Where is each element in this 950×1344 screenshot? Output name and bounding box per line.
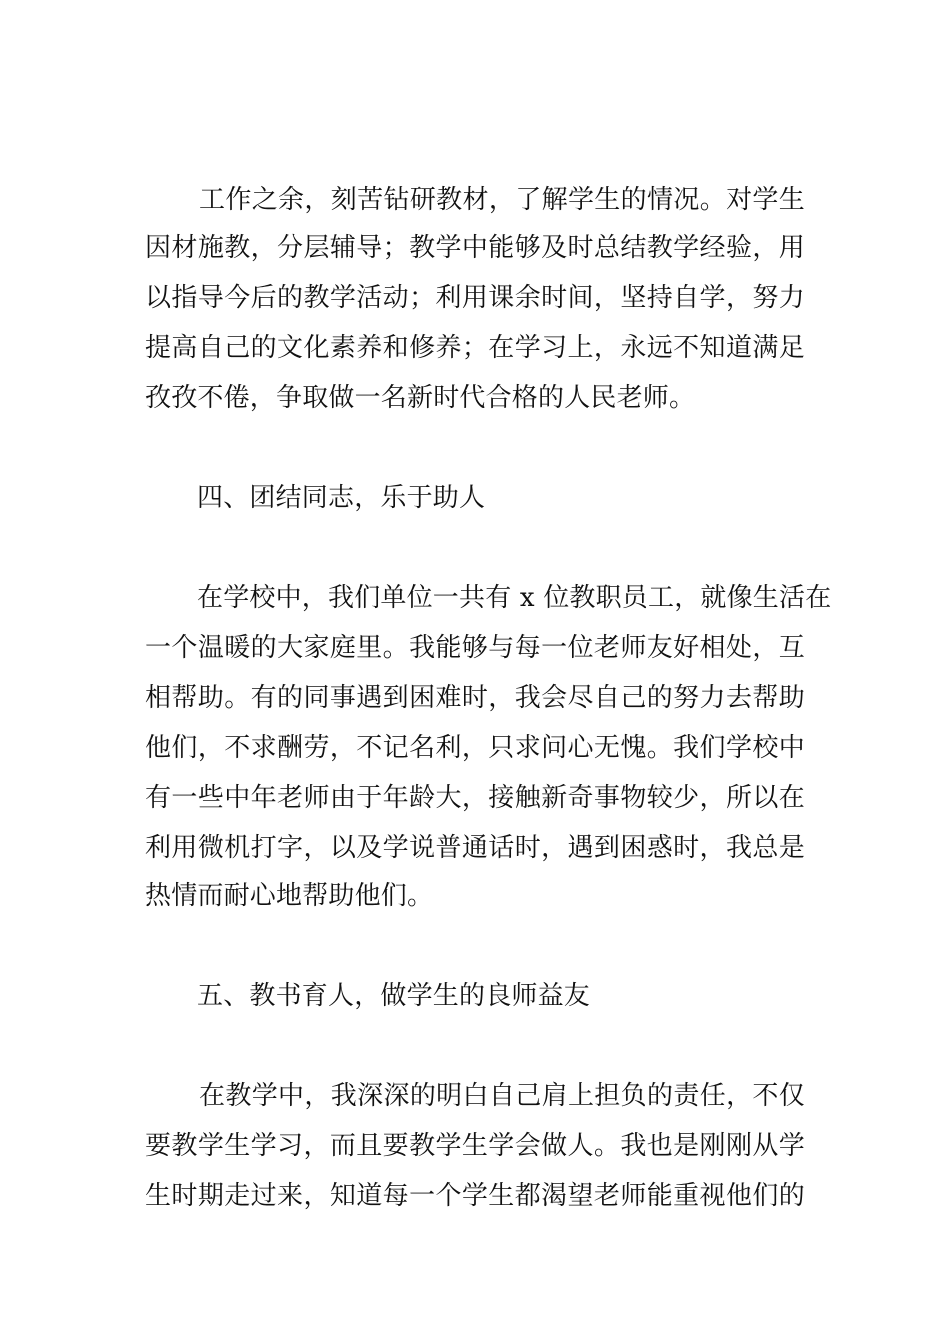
paragraph-line: 有一些中年老师由于年龄大，接触新奇事物较少，所以在 bbox=[145, 783, 805, 813]
paragraph-line: 相帮助。有的同事遇到困难时，我会尽自己的努力去帮助 bbox=[145, 683, 805, 713]
paragraph-line: 工作之余，刻苦钻研教材，了解学生的情况。对学生 bbox=[199, 185, 805, 215]
paragraph-line: 热情而耐心地帮助他们。 bbox=[145, 881, 434, 911]
paragraph-line: 提高自己的文化素养和修养；在学习上，永远不知道满足 bbox=[145, 333, 805, 363]
paragraph-line: 以指导今后的教学活动；利用课余时间，坚持自学，努力 bbox=[145, 283, 805, 313]
paragraph-line: 在学校中，我们单位一共有 x 位教职员工，就像生活在 bbox=[197, 583, 832, 613]
paragraph-line: 要教学生学习，而且要教学生学会做人。我也是刚刚从学 bbox=[145, 1131, 805, 1161]
paragraph-line: 因材施教，分层辅导；教学中能够及时总结教学经验，用 bbox=[145, 233, 805, 263]
paragraph-line: 一个温暖的大家庭里。我能够与每一位老师友好相处，互 bbox=[145, 633, 805, 663]
paragraph-line: 孜孜不倦，争取做一名新时代合格的人民老师。 bbox=[145, 383, 696, 413]
paragraph-line: 利用微机打字，以及学说普通话时，遇到困惑时，我总是 bbox=[145, 833, 805, 863]
paragraph-line: 他们，不求酬劳，不记名利，只求问心无愧。我们学校中 bbox=[145, 733, 805, 763]
paragraph-line: 生时期走过来，知道每一个学生都渴望老师能重视他们的 bbox=[145, 1181, 805, 1211]
section-heading-5: 五、教书育人，做学生的良师益友 bbox=[197, 981, 591, 1011]
section-heading-4: 四、团结同志，乐于助人 bbox=[197, 483, 486, 513]
paragraph-line: 在教学中，我深深的明白自己肩上担负的责任，不仅 bbox=[199, 1081, 805, 1111]
